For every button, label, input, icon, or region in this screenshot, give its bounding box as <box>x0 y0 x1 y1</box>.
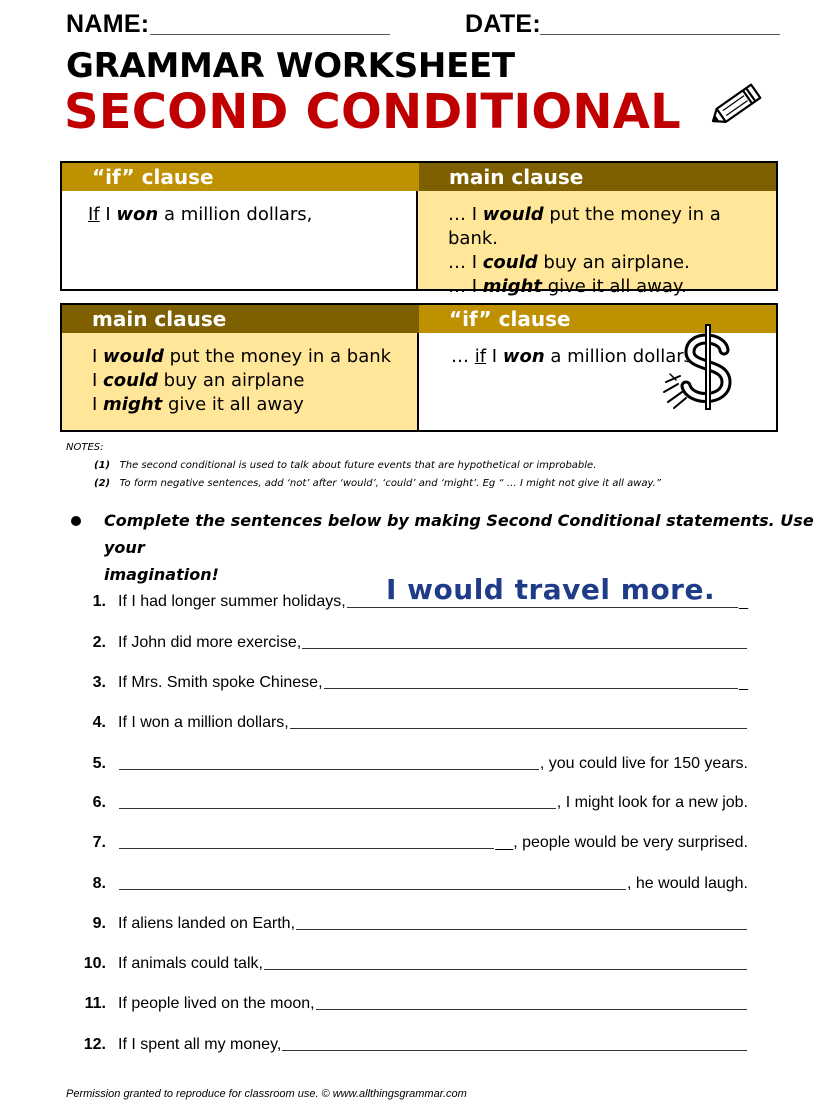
exercise-item <box>66 749 748 773</box>
exercise-item <box>66 668 748 692</box>
worksheet-title: GRAMMAR WORKSHEET <box>66 46 515 86</box>
exercise-number: 8. <box>92 875 106 892</box>
handwritten-answer: I would travel more. <box>386 573 716 606</box>
name-field[interactable] <box>150 34 390 35</box>
date-label: DATE: <box>465 10 542 38</box>
exercise-number: 6. <box>92 794 106 811</box>
answer-blank[interactable] <box>316 1008 747 1010</box>
exercise-number: 12. <box>83 1036 106 1053</box>
bullet-icon <box>71 516 81 526</box>
exercise-suffix: , you could live for 150 years. <box>539 755 748 772</box>
answer-blank[interactable] <box>290 727 747 729</box>
table1-if-cell: If I won a million dollars, <box>62 191 416 289</box>
table1-main-line: … I would put the money in a bank. <box>448 204 721 249</box>
answer-blank[interactable] <box>282 1049 747 1051</box>
pencil-icon <box>702 76 770 134</box>
exercise-prompt: If I spent all my money, <box>118 1036 282 1053</box>
exercise-prompt: If aliens landed on Earth, <box>118 915 296 932</box>
exercise-item <box>66 989 748 1013</box>
exercise-number: 10. <box>83 955 106 972</box>
answer-blank[interactable] <box>119 847 494 849</box>
grammar-table-if-first <box>60 161 778 297</box>
exercise-number: 5. <box>92 755 106 772</box>
exercise-item <box>66 949 748 973</box>
dollar-sign-icon <box>662 316 746 414</box>
exercise-suffix: _ <box>739 593 748 610</box>
exercise-suffix: , I might look for a new job. <box>556 794 748 811</box>
exercise-suffix: __, people would be very surprised. <box>495 834 748 851</box>
exercise-item <box>66 628 748 652</box>
answer-blank[interactable] <box>324 687 739 689</box>
exercise-number: 4. <box>92 714 106 731</box>
exercise-suffix: _ <box>739 674 748 691</box>
table2-header-main: main clause <box>62 305 419 333</box>
exercise-number: 9. <box>92 915 106 932</box>
exercise-item <box>66 869 748 893</box>
exercise-prompt: If people lived on the moon, <box>118 995 315 1012</box>
table1-header-if: “if” clause <box>62 163 419 191</box>
exercise-item <box>66 573 748 611</box>
answer-blank[interactable] <box>347 606 738 608</box>
exercise-item <box>66 909 748 933</box>
worksheet-subtitle: SECOND CONDITIONAL <box>64 84 681 140</box>
exercise-number: 11. <box>84 995 106 1012</box>
exercise-number: 2. <box>92 634 106 651</box>
table1-main-line: … I could buy an airplane. <box>448 252 690 273</box>
notes-label: NOTES: <box>66 442 104 453</box>
table2-header-if: “if” clause <box>419 305 776 333</box>
exercise-suffix: , he would laugh. <box>627 875 748 892</box>
exercise-item <box>66 788 748 812</box>
table1-main-cell <box>416 191 776 297</box>
name-label: NAME: <box>66 10 150 38</box>
table2-if-cell: … if I won a million dollars. <box>417 333 776 430</box>
footer-credit: Permission granted to reproduce for classroom use. © www.allthingsgrammar.com <box>66 1088 467 1100</box>
exercise-item <box>66 1030 748 1054</box>
table2-main-line: I could buy an airplane <box>92 370 305 391</box>
table1-main-line: … I might give it all away. <box>448 276 687 297</box>
date-field[interactable] <box>540 34 780 35</box>
answer-blank[interactable] <box>296 928 747 930</box>
answer-blank[interactable] <box>264 968 747 970</box>
note-item: (2) To form negative sentences, add ‘not’ after ‘would’, ‘could’ and ‘might’. Eg “ … I might not give it all away.” <box>94 478 662 489</box>
instruction-text: Complete the sentences below by making Second Conditional statements. Use your imagination! <box>104 511 814 584</box>
exercise-prompt: If John did more exercise, <box>118 634 302 651</box>
table2-main-line: I might give it all away <box>92 394 304 415</box>
exercise-prompt: If Mrs. Smith spoke Chinese, <box>118 674 323 691</box>
exercise-item <box>66 708 748 732</box>
answer-blank[interactable] <box>119 807 556 809</box>
exercise-prompt: If animals could talk, <box>118 955 263 972</box>
exercise-prompt: If I won a million dollars, <box>118 714 289 731</box>
answer-blank[interactable] <box>119 888 626 890</box>
exercise-number: 1. <box>92 593 106 610</box>
table2-main-cell <box>62 333 417 430</box>
note-item: (1) The second conditional is used to talk about future events that are hypothetical or improbable. <box>94 460 597 471</box>
table2-main-line: I would put the money in a bank <box>92 346 392 367</box>
answer-blank[interactable] <box>302 647 747 649</box>
table1-header-main: main clause <box>419 163 776 191</box>
exercise-item <box>66 828 748 852</box>
exercise-number: 3. <box>92 674 106 691</box>
exercise-prompt: If I had longer summer holidays, <box>118 593 346 610</box>
answer-blank[interactable] <box>119 768 539 770</box>
exercise-number: 7. <box>92 834 106 851</box>
